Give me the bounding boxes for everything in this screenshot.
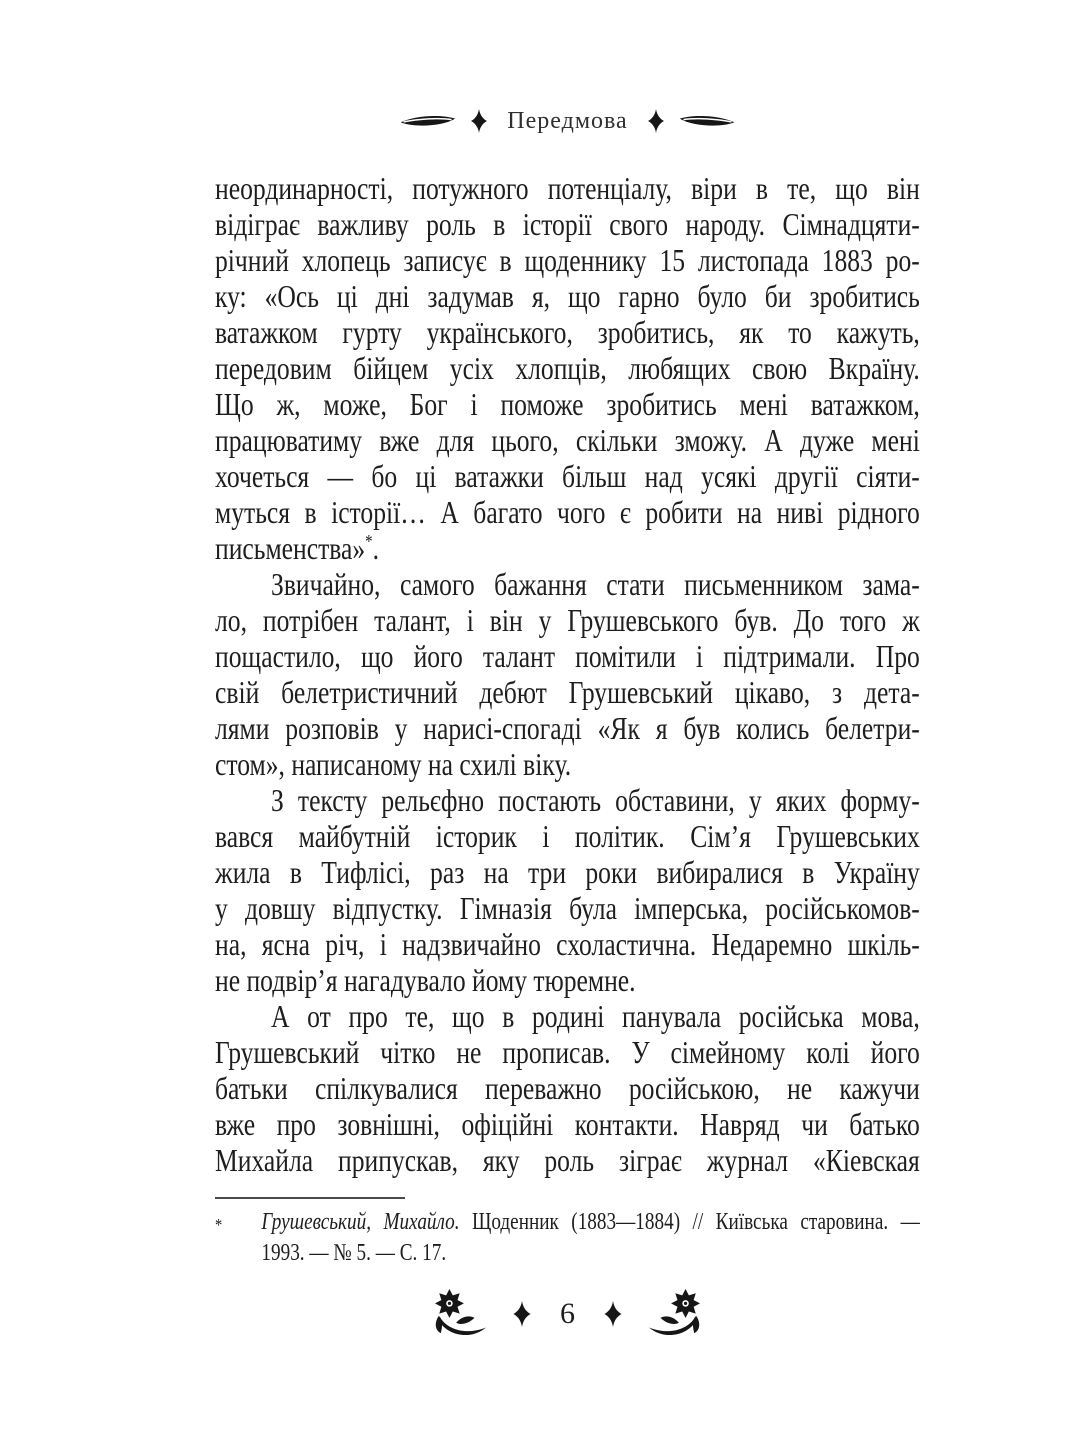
text-line: вже про зовнішні, офіційні контакти. Навряд чи батько — [215, 1106, 920, 1142]
text-line: лями розповів у нарисі-спогаді «Як я був колись белетри- — [215, 710, 920, 746]
footnote — [215, 1207, 920, 1269]
footnote-text — [261, 1207, 919, 1269]
flower-ornament-icon — [643, 1288, 705, 1340]
text-line: річний хлопець записує в щоденнику 15 листопада 1883 ро- — [215, 242, 920, 278]
flower-ornament-icon — [430, 1288, 492, 1340]
page-number: 6 — [560, 1297, 575, 1330]
text-line: свій белетристичний дебют Грушевський цікаво, з дета- — [215, 674, 920, 710]
text-line: ло, потрібен талант, і він у Грушевського був. До того ж — [215, 602, 920, 638]
text-line: ватажком гурту українського, зробитись, як то кажуть, — [215, 314, 920, 350]
page-footer — [215, 1284, 920, 1344]
text-line: Звичайно, самого бажання стати письменником зама- — [271, 566, 920, 602]
text-line: Грушевський чітко не прописав. У сімейному колі його — [215, 1034, 920, 1070]
footnote-ref-marker: * — [365, 531, 373, 553]
body-text — [215, 170, 920, 1178]
footnote-line — [261, 1207, 919, 1238]
leaf-ornament-icon — [678, 113, 736, 129]
leaf-ornament-icon — [399, 113, 457, 129]
chapter-title: Передмова — [507, 107, 628, 134]
text-line: у довшу відпустку. Гімназія була імперська, російськомов- — [215, 890, 920, 926]
diamond-star-icon — [471, 109, 487, 133]
running-header — [215, 101, 920, 141]
footnote-divider — [215, 1197, 405, 1199]
footnote-author: Грушевський, Михайло. — [261, 1209, 460, 1235]
text-line: на, ясна річ, і надзвичайно схоластична. Недаремно шкіль- — [215, 926, 920, 962]
footnote-line: 1993. — № 5. — С. 17. — [261, 1240, 447, 1266]
text-line: пощастило, що його талант помітили і підтримали. Про — [215, 638, 920, 674]
text-line: муться в історії… А багато чого є робити на ниві рідного — [215, 494, 920, 530]
text-line: не подвір’я нагадувало йому тюремне. — [215, 962, 636, 998]
text-line: батьки спілкувалися переважно російською, не кажучи — [215, 1070, 920, 1106]
text-line: жила в Тифлісі, раз на три роки вибиралися в Україну — [215, 854, 920, 890]
diamond-star-icon — [604, 1301, 622, 1327]
text-line: А от про те, що в родині панувала російська мова, — [271, 998, 920, 1034]
text-line: хочеться — бо ці ватажки більш над усякі другії сіяти- — [215, 458, 920, 494]
text-line: Михайла припускав, яку роль зіграє журнал «Кіевская — [215, 1142, 920, 1178]
text-line: неординарності, потужного потенціалу, віри в те, що він — [215, 170, 920, 206]
diamond-star-icon — [513, 1301, 531, 1327]
text-line: письменства»*. — [215, 530, 379, 566]
text-line: стом», написаному на схилі віку. — [215, 746, 572, 782]
text-line: вався майбутній історик і політик. Сім’я Грушевських — [215, 818, 920, 854]
text-line: відіграє важливу роль в історії свого народу. Сімнадцяти- — [215, 206, 920, 242]
text-line: З тексту рельєфно постають обставини, у яких форму- — [271, 782, 920, 818]
text-line: передовим бійцем усіх хлопців, любящих свою Вкраїну. — [215, 350, 920, 386]
text-line: ку: «Ось ці дні задумав я, що гарно було би зробитись — [215, 278, 920, 314]
diamond-star-icon — [648, 109, 664, 133]
footnote-reference: Щоденник (1883—1884) // Київська старовина. — — [471, 1209, 920, 1235]
text-line: Що ж, може, Бог і поможе зробитись мені ватажком, — [215, 386, 920, 422]
text-line: працюватиму вже для цього, скільки зможу. А дуже мені — [215, 422, 920, 458]
footnote-marker: * — [215, 1215, 223, 1235]
